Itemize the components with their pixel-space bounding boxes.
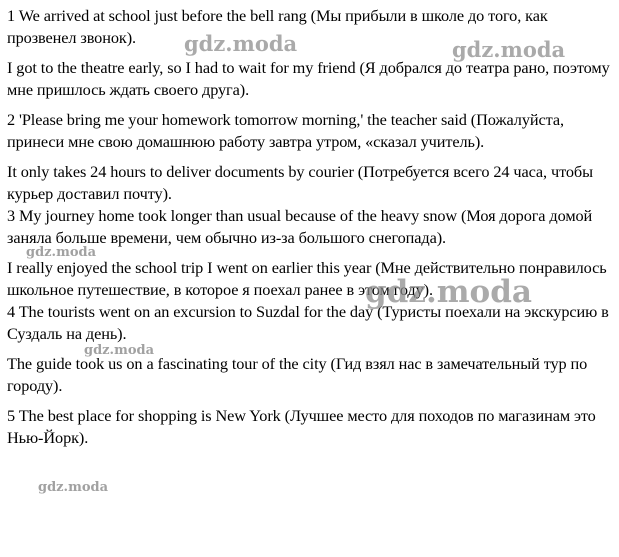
paragraph-1: 1 We arrived at school just before the bell rang (Мы прибыли в школе до того, как прозвенел звонок). xyxy=(7,6,548,47)
watermark: gdz.moda xyxy=(452,37,566,62)
paragraph-8: The guide took us on a fascinating tour of the city (Гид взял нас в замечательный тур по городу). xyxy=(7,354,588,395)
document-body xyxy=(7,5,613,457)
paragraph-6: I really enjoyed the school trip I went on earlier this year (Мне действительно понравилось школьное путешествие, в которое я поехал ранее в этом году). xyxy=(7,258,607,299)
paragraph-2: I got to the theatre early, so I had to wait for my friend (Я добрался до театра рано, поэтому мне пришлось ждать своего друга). xyxy=(7,58,610,99)
watermark: gdz.moda xyxy=(84,343,155,358)
paragraph-4: It only takes 24 hours to deliver documents by courier (Потребуется всего 24 часа, чтобы курьер доставил почту). xyxy=(7,162,593,203)
watermark: gdz.moda xyxy=(26,245,97,260)
paragraph-9: 5 The best place for shopping is New York (Лучшее место для походов по магазинам это Нью-Йорк). xyxy=(7,406,596,447)
paragraph-5: 3 My journey home took longer than usual because of the heavy snow (Моя дорога домой заняла больше времени, чем обычно из-за большого снегопада). xyxy=(7,206,593,247)
watermark: gdz.moda xyxy=(38,480,109,495)
watermark: gdz.moda xyxy=(365,274,532,310)
paragraph-3: 2 'Please bring me your homework tomorrow morning,' the teacher said (Пожалуйста, принеси мне свою домашнюю работу завтра утром, «сказал учитель). xyxy=(7,110,564,151)
paragraph-7: 4 The tourists went on an excursion to Suzdal for the day (Туристы поехали на экскурсию в Суздаль на день). xyxy=(7,302,609,343)
watermark: gdz.moda xyxy=(184,31,298,56)
